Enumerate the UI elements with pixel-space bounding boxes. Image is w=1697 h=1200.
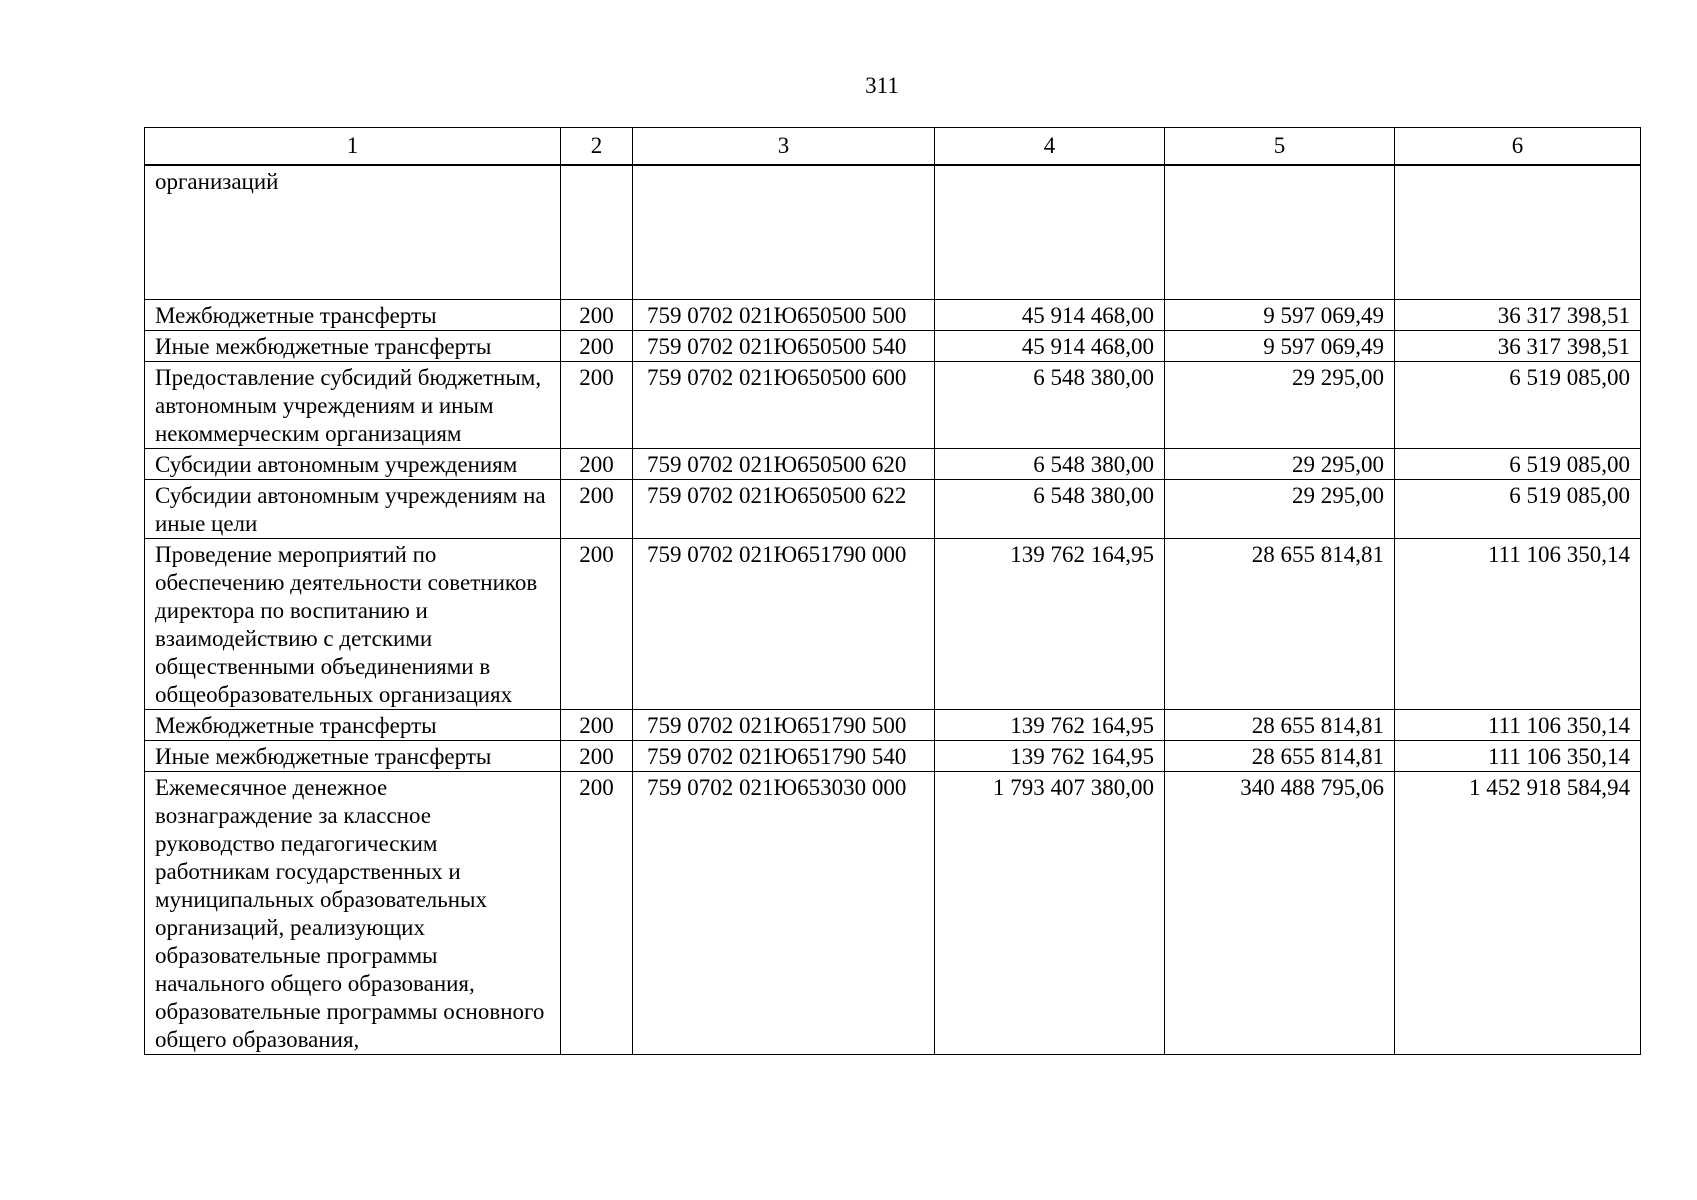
cell-name: Субсидии автономным учреждениям на иные цели	[145, 479, 561, 538]
table-row	[145, 740, 1641, 771]
cell-approved: 6 548 380,00	[935, 361, 1165, 448]
table-row	[145, 538, 1641, 709]
cell-approved: 6 548 380,00	[935, 448, 1165, 479]
cell-approved: 139 762 164,95	[935, 709, 1165, 740]
table-row	[145, 709, 1641, 740]
cell-status: 200	[561, 709, 633, 740]
cell-executed: 9 597 069,49	[1165, 330, 1395, 361]
cell-code: 759 0702 021Ю650500 500	[633, 299, 935, 330]
table-row	[145, 771, 1641, 1054]
cell-status: 200	[561, 448, 633, 479]
table-row	[145, 165, 1641, 299]
cell-remaining: 6 519 085,00	[1395, 479, 1641, 538]
table-row	[145, 479, 1641, 538]
column-header-3: 3	[633, 128, 935, 166]
cell-name: Предоставление субсидий бюджетным, автономным учреждениям и иным некоммерческим организациям	[145, 361, 561, 448]
cell-name: Проведение мероприятий по обеспечению деятельности советников директора по воспитанию и взаимодействию с детскими общественными объединениями в общеобразовательных организациях	[145, 538, 561, 709]
cell-executed: 29 295,00	[1165, 448, 1395, 479]
cell-name: Иные межбюджетные трансферты	[145, 740, 561, 771]
cell-approved: 1 793 407 380,00	[935, 771, 1165, 1054]
cell-executed: 28 655 814,81	[1165, 538, 1395, 709]
table-row	[145, 448, 1641, 479]
cell-approved: 45 914 468,00	[935, 330, 1165, 361]
cell-status: 200	[561, 299, 633, 330]
cell-remaining: 36 317 398,51	[1395, 330, 1641, 361]
budget-execution-table	[144, 127, 1641, 1055]
cell-code: 759 0702 021Ю650500 540	[633, 330, 935, 361]
cell-remaining	[1395, 165, 1641, 299]
cell-name: организаций	[145, 165, 561, 299]
cell-status: 200	[561, 538, 633, 709]
cell-name: Межбюджетные трансферты	[145, 299, 561, 330]
cell-approved: 139 762 164,95	[935, 740, 1165, 771]
cell-status: 200	[561, 361, 633, 448]
column-header-1: 1	[145, 128, 561, 166]
cell-name: Субсидии автономным учреждениям	[145, 448, 561, 479]
table-row	[145, 361, 1641, 448]
cell-remaining: 1 452 918 584,94	[1395, 771, 1641, 1054]
cell-executed: 29 295,00	[1165, 479, 1395, 538]
cell-remaining: 6 519 085,00	[1395, 361, 1641, 448]
cell-remaining: 111 106 350,14	[1395, 538, 1641, 709]
cell-executed: 29 295,00	[1165, 361, 1395, 448]
cell-remaining: 111 106 350,14	[1395, 709, 1641, 740]
cell-executed: 340 488 795,06	[1165, 771, 1395, 1054]
column-header-4: 4	[935, 128, 1165, 166]
page-number: 311	[865, 73, 899, 98]
cell-status: 200	[561, 479, 633, 538]
table-row	[145, 330, 1641, 361]
column-header-5: 5	[1165, 128, 1395, 166]
cell-name: Иные межбюджетные трансферты	[145, 330, 561, 361]
cell-name: Межбюджетные трансферты	[145, 709, 561, 740]
cell-status: 200	[561, 771, 633, 1054]
cell-code: 759 0702 021Ю653030 000	[633, 771, 935, 1054]
cell-code	[633, 165, 935, 299]
cell-approved	[935, 165, 1165, 299]
column-header-6: 6	[1395, 128, 1641, 166]
cell-approved: 45 914 468,00	[935, 299, 1165, 330]
cell-approved: 139 762 164,95	[935, 538, 1165, 709]
cell-status: 200	[561, 330, 633, 361]
cell-code: 759 0702 021Ю651790 540	[633, 740, 935, 771]
cell-approved: 6 548 380,00	[935, 479, 1165, 538]
table-row	[145, 299, 1641, 330]
cell-status	[561, 165, 633, 299]
cell-executed: 9 597 069,49	[1165, 299, 1395, 330]
cell-remaining: 111 106 350,14	[1395, 740, 1641, 771]
cell-executed	[1165, 165, 1395, 299]
cell-code: 759 0702 021Ю651790 500	[633, 709, 935, 740]
cell-code: 759 0702 021Ю651790 000	[633, 538, 935, 709]
table-header-row	[145, 128, 1641, 166]
cell-executed: 28 655 814,81	[1165, 740, 1395, 771]
cell-status: 200	[561, 740, 633, 771]
cell-code: 759 0702 021Ю650500 622	[633, 479, 935, 538]
cell-remaining: 6 519 085,00	[1395, 448, 1641, 479]
cell-code: 759 0702 021Ю650500 620	[633, 448, 935, 479]
column-header-2: 2	[561, 128, 633, 166]
cell-executed: 28 655 814,81	[1165, 709, 1395, 740]
cell-code: 759 0702 021Ю650500 600	[633, 361, 935, 448]
cell-name: Ежемесячное денежное вознаграждение за классное руководство педагогическим работникам государственных и муниципальных образовательных организаций, реализующих образовательные программы начального общего образования, образовательные программы основного общего образования,	[145, 771, 561, 1054]
cell-remaining: 36 317 398,51	[1395, 299, 1641, 330]
